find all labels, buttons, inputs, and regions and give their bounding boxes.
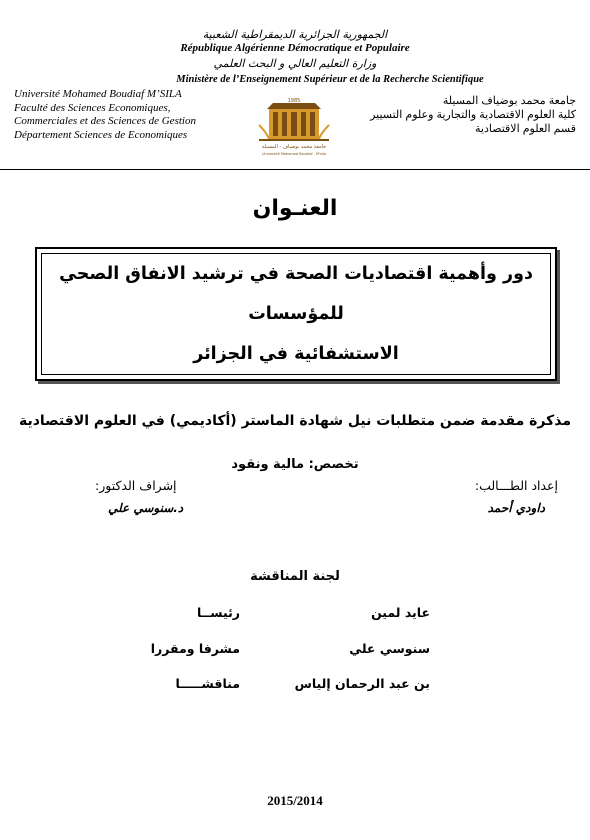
committee-member-name: عايد لمين xyxy=(371,605,430,620)
university-fr-block xyxy=(14,88,229,142)
thesis-title-line2: الاستشفائية في الجزائر xyxy=(193,344,399,364)
title-frame xyxy=(35,247,557,381)
title-label: العنـوان xyxy=(252,196,338,221)
logo-caption-ar: جامعة محمد بوضياف - المسيلة xyxy=(261,144,327,150)
faculty-fr-line1: Faculté des Sciences Economiques, xyxy=(14,101,171,114)
committee-member-role: مشرفا ومقررا xyxy=(150,641,240,656)
ministry-ar: وزارة التعليم العالي و البحث العلمي xyxy=(213,57,377,70)
committee-member-role: مناقشـــــا xyxy=(175,676,240,691)
republic-ar: الجمهورية الجزائرية الديمقراطية الشعبية xyxy=(202,28,388,41)
faculty-fr-line2: Commerciales et des Sciences de Gestion xyxy=(14,115,196,127)
republic-fr: République Algérienne Démocratique et Populaire xyxy=(180,42,410,54)
supervisor-name: د.سنوسي علي xyxy=(108,501,184,515)
logo-caption-fr: Université Mohamed Boudiaf - M'sila xyxy=(262,152,326,156)
header-divider xyxy=(0,169,590,170)
university-ar-block xyxy=(361,94,576,136)
department-fr: Département Sciences de Economiques xyxy=(14,128,188,141)
university-name-ar: جامعة محمد بوضياف المسيلة xyxy=(442,95,576,107)
academic-year: 2015/2014 xyxy=(267,793,323,808)
university-logo-icon xyxy=(255,95,333,157)
memo-statement: مذكرة مقدمة ضمن متطلبات نيل شهادة الماستر (أكاديمي) في العلوم الاقتصادية xyxy=(18,413,572,429)
committee-member-name: سنوسي علي xyxy=(349,641,430,656)
student-name: داودي أحمد xyxy=(487,501,545,515)
university-name-fr: Université Mohamed Boudiaf M’SILA xyxy=(14,88,182,100)
committee-title: لجنة المناقشة xyxy=(250,569,340,584)
thesis-title-line1: دور وأهمية اقتصاديات الصحة في ترشيد الانفاق الصحي للمؤسسات xyxy=(59,264,533,324)
committee-member-role: رئيســا xyxy=(197,605,240,620)
thesis-title xyxy=(51,254,541,374)
logo-year: 1985 xyxy=(287,98,301,104)
faculty-ar: كلية العلوم الاقتصادية والتجارية وعلوم التسيير xyxy=(370,109,576,121)
supervisor-label: إشراف الدكتور: xyxy=(95,478,177,493)
student-label: إعداد الطـــالب: xyxy=(474,478,558,493)
ministry-fr: Ministère de l’Enseignement Supérieur et de la Recherche Scientifique xyxy=(176,74,484,85)
department-ar: قسم العلوم الاقتصادية xyxy=(474,123,576,135)
title-frame-inner xyxy=(41,253,551,375)
specialty: تخصص: مالية ونقود xyxy=(231,457,359,472)
committee-member-name: بن عبد الرحمان إلياس xyxy=(294,676,430,691)
